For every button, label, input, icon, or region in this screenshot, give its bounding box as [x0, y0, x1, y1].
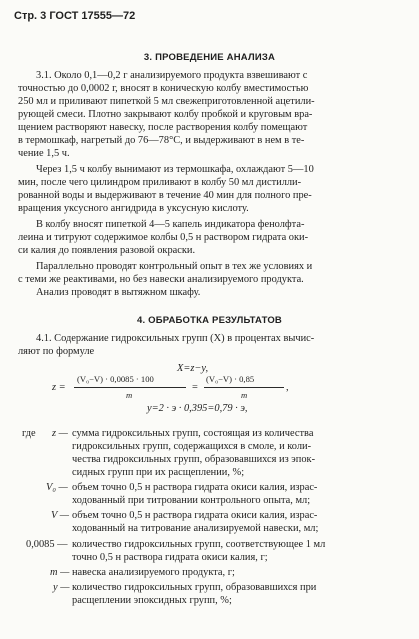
text-line: Через 1,5 ч колбу вынимают из термошкафа, охлаждают 5—10	[36, 164, 314, 175]
text-line: 4.1. Содержание гидроксильных групп (X) в процентах вычис-	[36, 333, 315, 344]
formula-numerator-2: (V₀−V) · 0,85	[206, 374, 255, 384]
text-line: чение 1,5 ч.	[18, 148, 70, 159]
legend-prefix: где	[22, 428, 36, 439]
formula-denominator-2: m	[241, 390, 248, 400]
legend-text: точно 0,5 н раствора гидрата окиси калия, г;	[72, 552, 268, 563]
legend-text: ходованный на титрование анализируемой навески, мл;	[72, 523, 319, 534]
text-line: с теми же реактивами, но без навески анализируемого продукта.	[18, 274, 304, 285]
legend-text: навеска анализируемого продукта, г;	[72, 567, 235, 578]
formula-y: y=2 · э · 0,395=0,79 · э,	[147, 403, 248, 414]
fraction-bar	[74, 387, 186, 388]
text-line: щением растворяют навеску, после растворения колбу помещают	[18, 122, 308, 133]
legend-term: V —	[51, 510, 69, 521]
legend-text: сумма гидроксильных групп, состоящая из количества	[72, 428, 314, 439]
legend-text: гидроксильных групп, содержащихся в смоле, и коли-	[72, 441, 312, 452]
text-line: ляют по формуле	[18, 346, 95, 357]
page-header: Стр. 3 ГОСТ 17555—72	[14, 10, 136, 22]
formula-x: X=z−y,	[177, 363, 209, 374]
section-4-title: 4. ОБРАБОТКА РЕЗУЛЬТАТОВ	[136, 315, 282, 326]
text-line: рованной воды и выдерживают в течение 40 мин для полного пре-	[18, 190, 312, 201]
section-3-title: 3. ПРОВЕДЕНИЕ АНАЛИЗА	[143, 52, 276, 63]
legend-term: z —	[52, 428, 68, 439]
legend-term: V₀ —	[46, 482, 68, 493]
formula-equals: =	[192, 382, 198, 393]
text-line: 3.1. Около 0,1—0,2 г анализируемого продукта взвешивают с	[36, 70, 308, 81]
text-line: Анализ проводят в вытяжном шкафу.	[36, 287, 201, 298]
legend-text: чества гидроксильных групп, образовавшихся из эпок-	[72, 454, 316, 465]
formula-numerator-1: (V₀−V) · 0,0085 · 100	[77, 374, 154, 384]
text-line: вращения уксусного ангидрида в уксусную кислоту.	[18, 203, 249, 214]
text-line: Параллельно проводят контрольный опыт в тех же условиях и	[36, 261, 313, 272]
text-line: точностью до 0,0002 г, вносят в коническую колбу вместимостью	[18, 83, 309, 94]
text-line: В колбу вносят пипеткой 4—5 капель индикатора фенолфта-	[36, 219, 305, 230]
legend-text: объем точно 0,5 н раствора гидрата окиси калия, израс-	[72, 482, 318, 493]
text-line: 250 мл и приливают пипеткой 5 мл свежеприготовленной ацетили-	[18, 96, 315, 107]
legend-term: 0,0085 —	[26, 539, 68, 550]
text-line: леина и титруют содержимое колбы 0,5 н раствором гидрата оки-	[18, 232, 309, 243]
legend-text: ходованный при титровании контрольного опыта, мл;	[72, 495, 311, 506]
legend-text: объем точно 0,5 н раствора гидрата окиси калия, израс-	[72, 510, 318, 521]
text-line: си калия до появления разовой окраски.	[18, 245, 196, 256]
legend-term: m —	[50, 567, 70, 578]
text-line: рующей смеси. Плотно закрывают колбу пробкой и круговым вра-	[18, 109, 313, 120]
legend-text: сидных групп при их расщеплении, %;	[72, 467, 245, 478]
formula-z-label: z =	[52, 382, 66, 393]
text-line: в термошкаф, нагретый до 76—78°С, и выдерживают в нем в те-	[18, 135, 305, 146]
legend-term: y —	[53, 582, 70, 593]
legend-text: количество гидроксильных групп, соответствующее 1 мл	[72, 539, 326, 550]
formula-comma: ,	[286, 382, 289, 393]
fraction-bar	[204, 387, 284, 388]
legend-text: расщеплении эпоксидных групп, %;	[72, 595, 232, 606]
legend-text: количество гидроксильных групп, образовавшихся при	[72, 582, 317, 593]
formula-denominator-1: m	[126, 390, 133, 400]
text-line: мин, после чего цилиндром приливают в колбу 50 мл дистилли-	[18, 177, 302, 188]
